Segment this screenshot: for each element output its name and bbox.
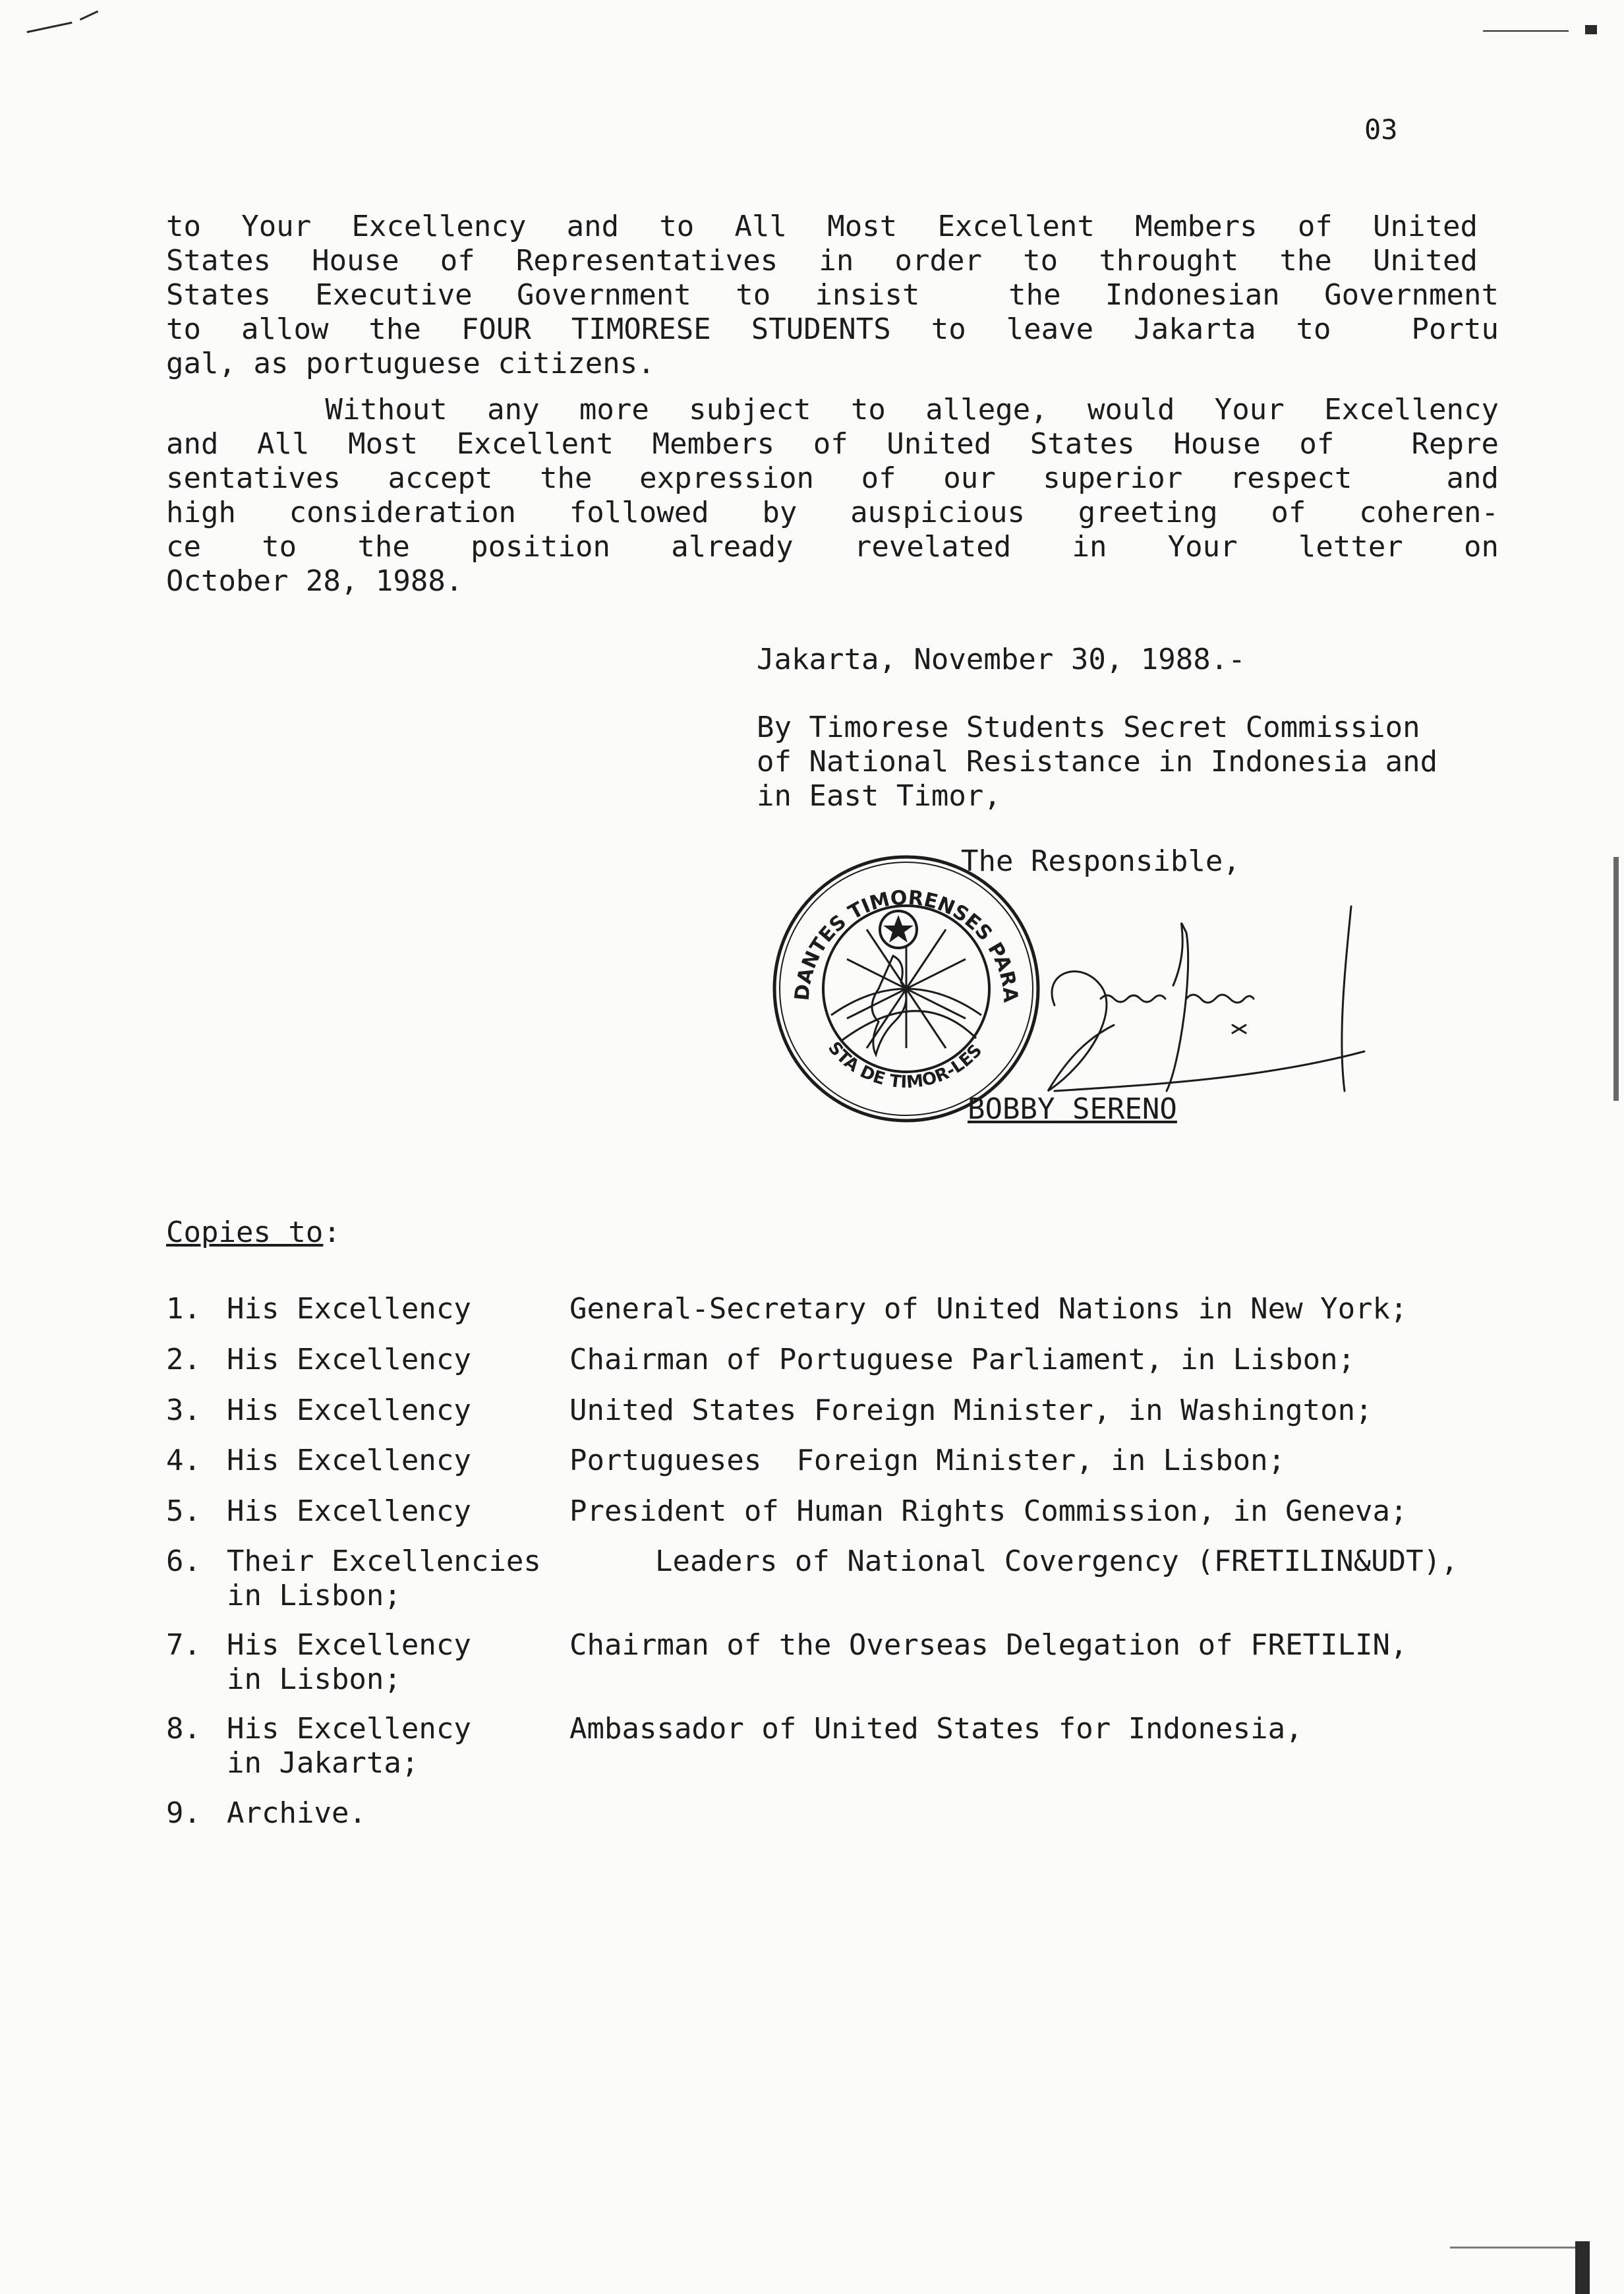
item-number: 5. bbox=[166, 1494, 201, 1528]
item-description: Leaders of National Covergency (FRETILIN&UDT), bbox=[655, 1544, 1459, 1578]
item-number: 3. bbox=[166, 1394, 201, 1427]
item-recipient: Their Excellencies bbox=[227, 1544, 541, 1578]
closing: The Responsible, bbox=[961, 844, 1240, 878]
scan-mark-top-left-2 bbox=[80, 11, 98, 20]
seal-figure bbox=[872, 956, 906, 1055]
text-line: ce to the position already revelated in Your letter on bbox=[166, 530, 1499, 564]
item-recipient: His Excellency bbox=[227, 1394, 471, 1427]
place-date: Jakarta, November 30, 1988.- bbox=[757, 643, 1246, 676]
copies-heading-colon: : bbox=[323, 1216, 341, 1249]
item-number: 8. bbox=[166, 1712, 201, 1746]
copies-heading-label: Copies to bbox=[166, 1216, 324, 1249]
text-line: sentatives accept the expression of our superior respect and bbox=[166, 461, 1499, 495]
item-description: Chairman of Portuguese Parliament, in Lisbon; bbox=[569, 1343, 1356, 1376]
text-line: to Your Excellency and to All Most Excellent Members of United bbox=[166, 210, 1478, 243]
item-number: 1. bbox=[166, 1292, 201, 1326]
item-number: 7. bbox=[166, 1628, 201, 1662]
item-number: 9. bbox=[166, 1796, 201, 1830]
seal-outer-text: DANTES TIMORENSES PARA bbox=[790, 886, 1022, 1003]
text-line: to allow the FOUR TIMORESE STUDENTS to leave Jakarta to Portu bbox=[166, 312, 1499, 346]
text-line: October 28, 1988. bbox=[166, 564, 463, 598]
item-recipient: His Excellency bbox=[227, 1292, 471, 1326]
page-number: 03 bbox=[1364, 113, 1398, 146]
item-recipient: His Excellency bbox=[227, 1494, 471, 1528]
item-number: 4. bbox=[166, 1444, 201, 1477]
handwritten-signature bbox=[1028, 893, 1371, 1111]
signer-name: BOBBY SERENO bbox=[968, 1092, 1177, 1126]
scan-mark-bottom-right-line bbox=[1450, 2247, 1575, 2249]
item-recipient: Archive. bbox=[227, 1796, 366, 1830]
item-recipient: His Excellency bbox=[227, 1444, 471, 1477]
item-recipient: His Excellency bbox=[227, 1343, 471, 1376]
item-description: United States Foreign Minister, in Washington; bbox=[569, 1394, 1373, 1427]
item-continuation: in Lisbon; bbox=[227, 1662, 401, 1696]
text-line: Without any more subject to allege, would Your Excellency bbox=[166, 393, 1499, 426]
scan-mark-top-right-2 bbox=[1585, 25, 1597, 34]
signatory-org-line: By Timorese Students Secret Commission bbox=[757, 711, 1420, 744]
item-description: Portugueses Foreign Minister, in Lisbon; bbox=[569, 1444, 1286, 1477]
text-line: gal, as portuguese citizens. bbox=[166, 347, 655, 380]
item-continuation: in Lisbon; bbox=[227, 1579, 401, 1612]
signatory-org-line: in East Timor, bbox=[757, 779, 1001, 813]
item-description: General-Secretary of United Nations in New York; bbox=[569, 1292, 1408, 1326]
text-line: high consideration followed by auspicious greeting of coheren- bbox=[166, 496, 1499, 529]
item-continuation: in Jakarta; bbox=[227, 1746, 419, 1780]
text-line: States Executive Government to insist the Indonesian Government bbox=[166, 278, 1499, 312]
text-line: States House of Representatives in order to throught the United bbox=[166, 244, 1478, 278]
copies-heading bbox=[166, 1216, 341, 1250]
text-line: and All Most Excellent Members of United States House of Repre bbox=[166, 427, 1499, 461]
signatory-org-line: of National Resistance in Indonesia and bbox=[757, 745, 1438, 779]
item-description: Chairman of the Overseas Delegation of FRETILIN, bbox=[569, 1628, 1408, 1662]
item-number: 6. bbox=[166, 1544, 201, 1578]
seal-bottom-text: STA DE TIMOR-LES bbox=[824, 1038, 987, 1093]
scan-mark-top-right bbox=[1483, 30, 1569, 32]
scan-mark-top-left bbox=[26, 22, 72, 33]
item-description: Ambassador of United States for Indonesia, bbox=[569, 1712, 1303, 1746]
scan-mark-bottom-right bbox=[1575, 2241, 1590, 2294]
item-recipient: His Excellency bbox=[227, 1628, 471, 1662]
scan-mark-right-edge bbox=[1613, 857, 1619, 1101]
organization-seal bbox=[768, 850, 1045, 1127]
seal-graphic bbox=[768, 850, 1045, 1127]
item-number: 2. bbox=[166, 1343, 201, 1376]
item-description: President of Human Rights Commission, in Geneva; bbox=[569, 1494, 1408, 1528]
item-recipient: His Excellency bbox=[227, 1712, 471, 1746]
